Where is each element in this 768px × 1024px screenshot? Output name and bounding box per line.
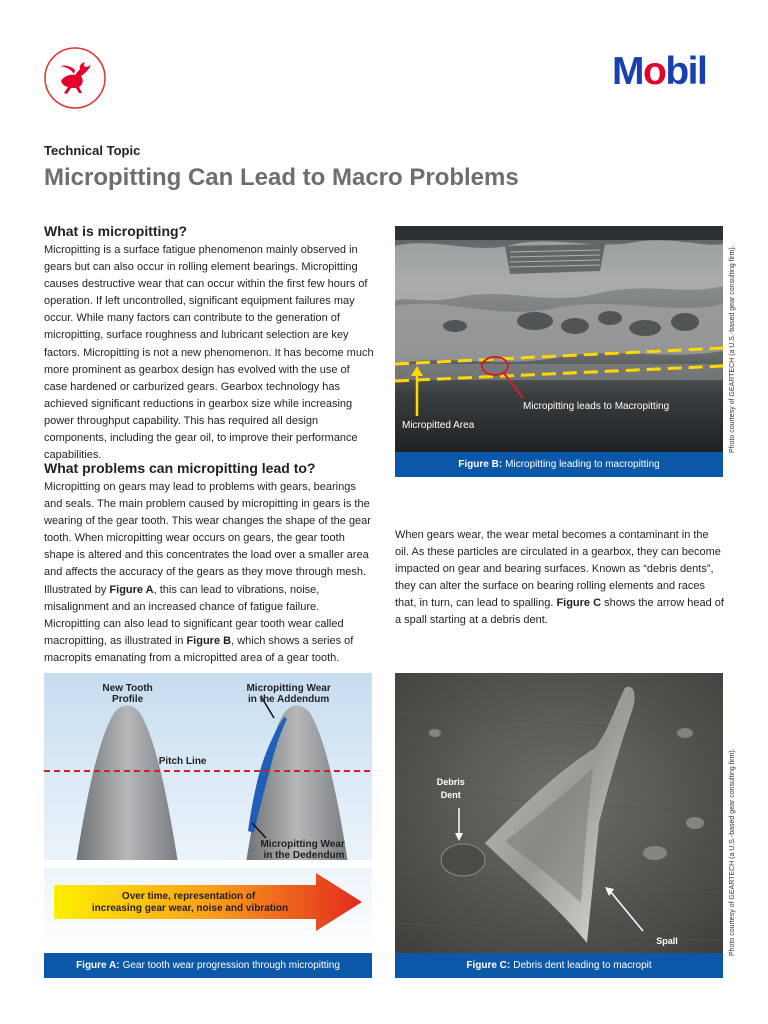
mobil-logo: Mobil	[612, 50, 707, 93]
svg-text:New Tooth Profile Micr: New Tooth Profile Micropitting Wear in the Addendum Pitch Line Micropitting Wear in the Dedendum	[102, 683, 345, 861]
label-arrow: Over time, representation of	[121, 891, 256, 902]
label-micropitted-area: Micropitted Area	[402, 420, 475, 431]
label-pitch-line: Pitch Line	[158, 756, 207, 767]
figure-a-diagram	[44, 673, 372, 953]
label-new-tooth: New Tooth	[102, 683, 153, 694]
debris-dent-shape	[441, 844, 485, 876]
figure-c-credit: Photo courtesy of GEARTECH (a U.S.-based gear consulting firm).	[729, 748, 736, 956]
section-body: When gears wear, the wear metal becomes a contaminant in the oil. As these particles are circulated in a gearbox, they can become impacted on gear and bearing surfaces. Known as “debris dents”, they can alter the surface on bearing rolling elements and races that, in turn, can lead to spalling. Figure C shows the arrow head of a spall starting at a debris dent.	[395, 529, 724, 627]
label-macropitting: Micropitting leads to Macropitting	[523, 401, 670, 412]
label-dedendum: Micropitting Wear	[260, 839, 345, 850]
figure-b-caption: Figure B: Micropitting leading to macropitting	[395, 452, 723, 477]
label-debris-dent: Debris	[436, 777, 465, 787]
svg-text:Debris Dent Spall: Debris Dent Spall	[436, 777, 678, 946]
section-what-is-micropitting	[44, 223, 374, 464]
section-body: Micropitting is a surface fatigue phenomenon mainly observed in gears but can also occur in rolling element bearings. Micropitting causes destructive wear that can occur within the first few hours of operation. If left uncontrolled, significant equipment failures may occur. While many factors can contribute to the generation of micropitting, surface roughness and lubricant selection are key factors. Micropitting is not a new phenomenon. It has become much more prominent as gearbox design has evolved with the use of case hardened or carburized gears. Gearbox technology has achieved significant reductions in gearbox size while increasing power throughput capability. This has required all design components, including the gear oil, to improve their performance capabilities.	[44, 244, 374, 462]
section-heading: What is micropitting?	[44, 223, 188, 239]
figure-c-photo	[395, 673, 723, 953]
figure-c-reference: Figure C	[556, 597, 602, 610]
figure-b-reference: Figure B	[186, 634, 232, 647]
pegasus-logo-icon	[44, 47, 106, 109]
label-addendum: Micropitting Wear	[246, 683, 331, 694]
page-title: Micropitting Can Lead to Macro Problems	[44, 164, 519, 191]
topic-label: Technical Topic	[44, 143, 141, 158]
figure-a-reference: Figure A	[109, 583, 154, 596]
figure-b-credit: Photo courtesy of GEARTECH (a U.S.-based gear consulting firm).	[729, 245, 736, 453]
svg-text:Over time, representation of: Over time, representation of increasing gear wear, noise and vibration	[91, 891, 289, 914]
section-debris-dents	[395, 527, 725, 630]
section-body: Micropitting on gears may lead to problems with gears, bearings and seals. The main problem caused by micropitting in gears is the wearing of the gear tooth. This wear changes the shape of the gear tooth. When micropitting wear occurs on gears, the gear tooth shape is altered and this concentrates the load over a smaller area and affects the accuracy of the gears as they move through mesh. Illustrated by Figure A, this can lead to vibrations, noise, misalignment and an increased chance of fatigue failure. Micropitting can also lead to significant gear tooth wear called macropitting, as illustrated in Figure B, which shows a series of macropits emanating from a micropitted area of a gear tooth.	[44, 481, 371, 664]
figure-c-caption: Figure C: Debris dent leading to macropit	[395, 953, 723, 978]
label-spall: Spall	[656, 936, 678, 946]
figure-b-photo	[395, 226, 723, 452]
section-heading: What problems can micropitting lead to?	[44, 460, 316, 476]
section-problems	[44, 460, 374, 667]
figure-a-caption: Figure A: Gear tooth wear progression through micropitting	[44, 953, 372, 978]
